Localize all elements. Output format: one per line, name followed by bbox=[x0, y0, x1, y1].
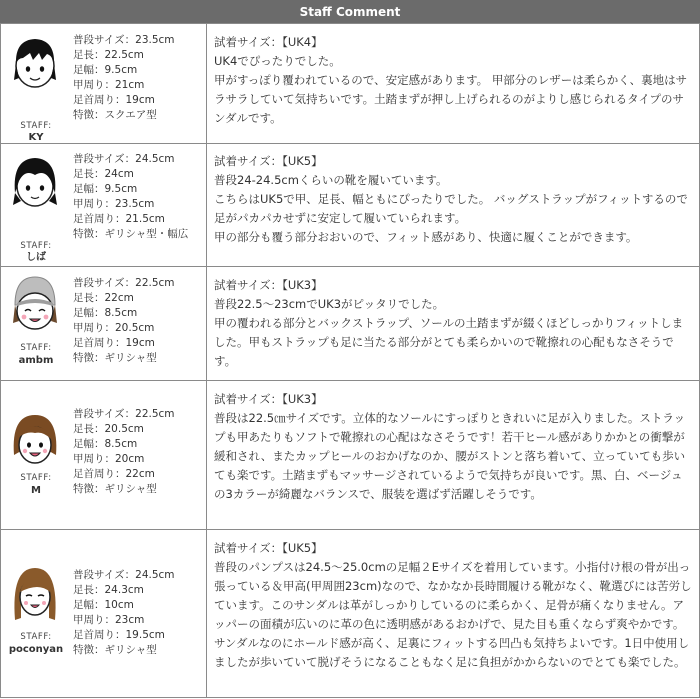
staff-profile bbox=[1, 530, 207, 697]
staff-profile bbox=[1, 381, 207, 529]
spec-feature: 特徴：ギリシャ型・幅広 bbox=[73, 228, 189, 240]
panel-header bbox=[0, 0, 700, 23]
staff-specs bbox=[73, 152, 188, 242]
trial-size: 試着サイズ：【UK3】 bbox=[214, 392, 323, 406]
staff-profile bbox=[1, 143, 207, 266]
spec-foot-width: 足幅：8.5cm bbox=[73, 307, 138, 319]
spec-foot-length: 足長：24.3cm bbox=[73, 584, 144, 596]
staff-label: STAFF: bbox=[20, 632, 52, 642]
comment-text: 普段22.5～23cmでUK3がピッタリでした。 甲の覆われる部分とバックストラップ、ソールの土踏まずが綴くほどしっかりフィットしました。甲もストラップも足に当たる部分がとても柔らかいので靴擦れの心配もなさそうです。 bbox=[214, 297, 684, 368]
spec-feature: 特徴：ギリシャ型 bbox=[73, 483, 157, 495]
spec-usual-size: 普段サイズ：24.5cm bbox=[73, 569, 175, 581]
staff-label: STAFF: bbox=[20, 121, 52, 131]
staff-profile bbox=[1, 24, 207, 143]
staff-avatar-icon bbox=[9, 411, 61, 469]
spec-instep: 甲周り：23cm bbox=[73, 614, 145, 626]
spec-foot-width: 足幅：8.5cm bbox=[73, 438, 138, 450]
staff-name: ambm bbox=[18, 355, 54, 366]
spec-instep: 甲周り：21cm bbox=[73, 79, 145, 91]
staff-row bbox=[0, 23, 700, 144]
staff-comment bbox=[214, 276, 692, 371]
spec-feature: 特徴：スクエア型 bbox=[73, 109, 157, 121]
spec-foot-width: 足幅：9.5cm bbox=[73, 183, 138, 195]
spec-usual-size: 普段サイズ：23.5cm bbox=[73, 34, 175, 46]
spec-usual-size: 普段サイズ：24.5cm bbox=[73, 153, 175, 165]
spec-foot-length: 足長：20.5cm bbox=[73, 423, 144, 435]
spec-usual-size: 普段サイズ：22.5cm bbox=[73, 277, 175, 289]
staff-label: STAFF: bbox=[20, 473, 52, 483]
staff-row bbox=[0, 267, 700, 381]
comment-text: 普段のパンプスは24.5～25.0cmの足幅２Eサイズを着用しています。小指付け根の骨が出っ張っている＆甲高(甲周囲23cm)なので、なかなか長時間履ける靴がなく、靴選びには苦労しています。このサンダルは革がしっかりしているのに柔らかく、足骨が痛くなりません。アッパーの面積が広いのに革の色に透明感があるおかげで、見た目も重くならず爽やかです。サンダルなのにホールド感が高く、足裏にフィットする凹凸も気持ちよいです。1日中使用しましたが歩いていて脱げそうになることもなく足に負担がかからないのでとても楽でした。 bbox=[214, 560, 692, 669]
spec-ankle: 足首周り：19cm bbox=[73, 94, 155, 106]
spec-instep: 甲周り：23.5cm bbox=[73, 198, 155, 210]
spec-foot-width: 足幅：9.5cm bbox=[73, 64, 138, 76]
panel-title: Staff Comment bbox=[299, 4, 401, 19]
spec-foot-length: 足長：22cm bbox=[73, 292, 134, 304]
staff-row bbox=[0, 530, 700, 698]
spec-ankle: 足首周り：21.5cm bbox=[73, 213, 165, 225]
staff-row bbox=[0, 143, 700, 267]
staff-comment bbox=[214, 390, 692, 504]
staff-comment bbox=[214, 152, 692, 247]
comment-text: 普段は22.5㎝サイズです。立体的なソールにすっぽりときれいに足が入りました。ストラップも甲あたりもソフトで靴擦れの心配はなさそうです！若干ヒール感がありかかとの衝撃が緩和され、またカップヒールのおかげなのか、腰がストンと落ち着いて、立っていても歩いても楽です。土踏まずもマッサージされているようで気持ちが良いです。黒、白、ベージュの3カラーが綺麗なバランスで、服装を選ばず活躍しそうです。 bbox=[214, 411, 686, 501]
staff-name: poconyan bbox=[8, 644, 64, 655]
spec-ankle: 足首周り：22cm bbox=[73, 468, 155, 480]
staff-avatar-icon bbox=[9, 564, 61, 622]
spec-ankle: 足首周り：19.5cm bbox=[73, 629, 165, 641]
spec-feature: 特徴：ギリシャ型 bbox=[73, 352, 157, 364]
spec-instep: 甲周り：20.5cm bbox=[73, 322, 155, 334]
staff-comment bbox=[214, 33, 692, 128]
staff-profile bbox=[1, 267, 207, 380]
staff-avatar-icon bbox=[9, 34, 61, 92]
staff-specs bbox=[73, 276, 175, 366]
staff-label: STAFF: bbox=[20, 241, 52, 251]
staff-name: KY bbox=[28, 132, 44, 143]
staff-name: しば bbox=[26, 252, 46, 263]
spec-feature: 特徴：ギリシャ型 bbox=[73, 644, 157, 656]
spec-foot-length: 足長：22.5cm bbox=[73, 49, 144, 61]
trial-size: 試着サイズ：【UK5】 bbox=[214, 541, 323, 555]
spec-foot-width: 足幅：10cm bbox=[73, 599, 134, 611]
staff-specs bbox=[73, 33, 175, 123]
staff-name: M bbox=[31, 485, 41, 496]
spec-ankle: 足首周り：19cm bbox=[73, 337, 155, 349]
comment-text: 普段24-24.5cmくらいの靴を履いています。 こちらはUK5で甲、足長、幅ともにぴったりでした。 バッグストラップがフィットするので足がパカパカせずに安定して履いていられます。 甲の部分も覆う部分おおいので、フィット感があり、快適に履くことができます。 bbox=[214, 173, 688, 244]
staff-row bbox=[0, 381, 700, 530]
spec-foot-length: 足長：24cm bbox=[73, 168, 134, 180]
staff-comment bbox=[214, 539, 692, 672]
staff-avatar-icon bbox=[9, 275, 61, 333]
staff-specs bbox=[73, 407, 175, 497]
comment-text: UK4でぴったりでした。 甲がすっぽり覆われているので、安定感があります。 甲部分のレザーは柔らかく、裏地はサラサラしていて気持ちいです。土踏まずが押し上げられるのがよりし感じられるタイプのサンダルです。 bbox=[214, 54, 688, 125]
trial-size: 試着サイズ：【UK4】 bbox=[214, 35, 323, 49]
staff-specs bbox=[73, 568, 175, 658]
trial-size: 試着サイズ：【UK3】 bbox=[214, 278, 323, 292]
spec-usual-size: 普段サイズ：22.5cm bbox=[73, 408, 175, 420]
spec-instep: 甲周り：20cm bbox=[73, 453, 145, 465]
staff-label: STAFF: bbox=[20, 343, 52, 353]
staff-avatar-icon bbox=[9, 153, 61, 211]
trial-size: 試着サイズ：【UK5】 bbox=[214, 154, 323, 168]
